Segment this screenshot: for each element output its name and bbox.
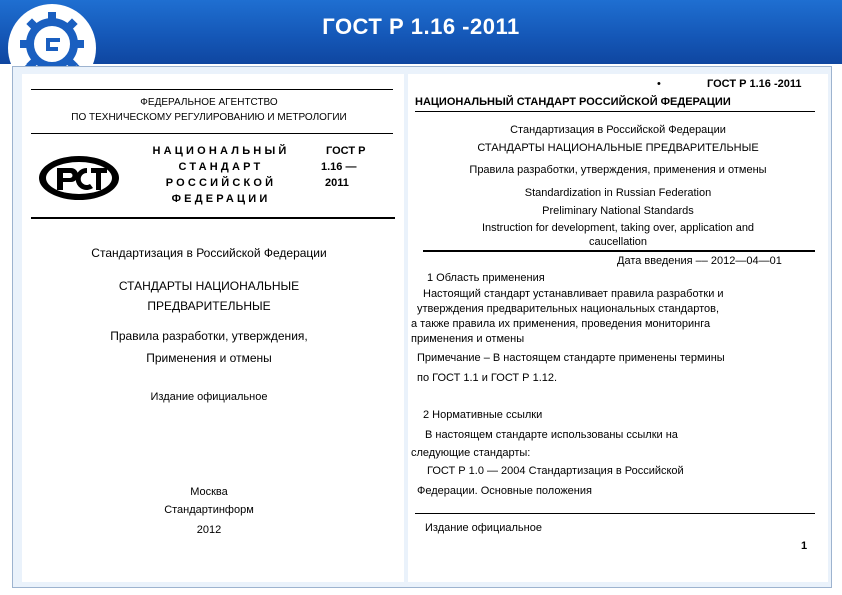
publisher: Стандартинформ — [164, 504, 254, 516]
title-page — [22, 74, 404, 582]
divider — [423, 250, 815, 252]
en-title-2: Preliminary National Standards — [542, 205, 694, 217]
section-2-line-3: ГОСТ Р 1.0 — 2004 Стандартизация в Российской — [427, 465, 684, 477]
doc-title-rules-1: Правила разработки, утверждения, — [110, 329, 308, 343]
section-2-heading: 2 Нормативные ссылки — [423, 409, 543, 421]
first-page — [408, 74, 828, 582]
bullet: • — [657, 78, 661, 90]
divider — [31, 89, 393, 90]
gost-designation-3: 2011 — [325, 177, 349, 189]
section-1-line-4: применения и отмены — [411, 333, 525, 345]
gost-designation-2: 1.16 — — [321, 161, 357, 173]
page-title: ГОСТ Р 1.16 -2011 — [322, 14, 520, 39]
edition-label-right: Издание официальное — [425, 522, 542, 534]
national-word-3: РОССИЙСКОЙ — [165, 177, 277, 189]
header-banner — [0, 0, 842, 64]
section-2-line-2: следующие стандарты: — [411, 447, 531, 459]
national-word-1: НАЦИОНАЛЬНЫЙ — [152, 145, 290, 157]
edition-label: Издание официальное — [150, 391, 268, 403]
divider — [415, 111, 815, 112]
gost-designation-1: ГОСТ Р — [326, 145, 366, 157]
year: 2012 — [196, 524, 222, 536]
doc-title-rules-2: Применения и отмены — [146, 351, 272, 365]
section-1-heading: 1 Область применения — [427, 272, 545, 284]
ru-title-2: СТАНДАРТЫ НАЦИОНАЛЬНЫЕ ПРЕДВАРИТЕЛЬНЫЕ — [477, 142, 759, 154]
doc-title-standards-1: СТАНДАРТЫ НАЦИОНАЛЬНЫЕ — [118, 279, 300, 293]
doc-title-standards-2: ПРЕДВАРИТЕЛЬНЫЕ — [147, 299, 271, 313]
agency-line-1: ФЕДЕРАЛЬНОЕ АГЕНТСТВО — [140, 97, 278, 108]
note-line-2: по ГОСТ 1.1 и ГОСТ Р 1.12. — [417, 372, 558, 384]
agency-line-2: ПО ТЕХНИЧЕСКОМУ РЕГУЛИРОВАНИЮ И МЕТРОЛОГИИ — [71, 112, 347, 123]
section-1-line-1: Настоящий стандарт устанавливает правила разработки и — [423, 288, 724, 300]
en-title-3: Instruction for development, taking over, application and — [481, 222, 755, 234]
ru-title-3: Правила разработки, утверждения, применения и отмены — [469, 164, 767, 176]
en-title-1: Standardization in Russian Federation — [524, 187, 712, 199]
divider — [31, 133, 393, 134]
ru-title-1: Стандартизация в Российской Федерации — [510, 124, 726, 136]
en-title-4: cauсellation — [588, 236, 648, 248]
rst-mark-icon — [35, 151, 123, 205]
introduction-date: Дата введения ‒– 2012—04—01 — [617, 255, 782, 267]
national-word-4: ФЕДЕРАЦИИ — [171, 193, 271, 205]
section-2-line-4: Федерации. Основные положения — [417, 485, 592, 497]
doc-title-line: Стандартизация в Российской Федерации — [91, 246, 327, 260]
section-1-line-2: утверждения предварительных национальных стандартов, — [417, 303, 720, 315]
page-number: 1 — [801, 540, 808, 552]
note-line-1: Примечание – В настоящем стандарте применены термины — [417, 352, 725, 364]
national-word-2: СТАНДАРТ — [178, 161, 264, 173]
running-header-gost: ГОСТ Р 1.16 -2011 — [707, 78, 802, 90]
divider — [31, 217, 395, 219]
running-header-national: НАЦИОНАЛЬНЫЙ СТАНДАРТ РОССИЙСКОЙ ФЕДЕРАЦИИ — [415, 96, 731, 108]
section-1-line-3: а также правила их применения, проведения мониторинга — [411, 318, 711, 330]
section-2-line-1: В настоящем стандарте использованы ссылки на — [425, 429, 678, 441]
divider — [415, 513, 815, 514]
city: Москва — [190, 486, 228, 498]
